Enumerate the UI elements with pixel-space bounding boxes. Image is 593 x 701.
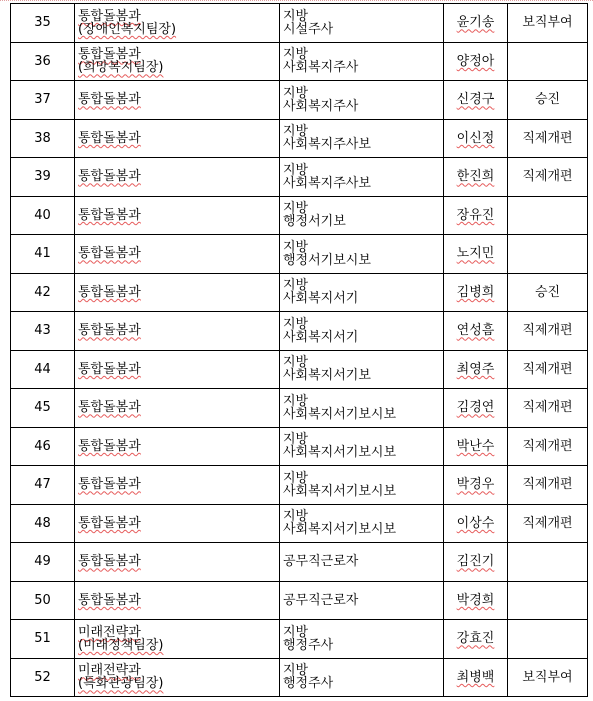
department-cell — [75, 119, 280, 158]
position-line: 지방 — [283, 432, 309, 448]
table-row — [11, 389, 588, 428]
department-line: 통합돌봄과 — [78, 438, 141, 454]
note-cell: 직제개편 — [508, 389, 588, 428]
name-cell — [444, 543, 508, 582]
position-line: 지방 — [283, 239, 309, 255]
name-cell — [444, 119, 508, 158]
note-cell: 보직부여 — [508, 4, 588, 43]
note-cell: 직제개편 — [508, 466, 588, 505]
name-cell — [444, 235, 508, 274]
person-name: 이상수 — [456, 515, 495, 531]
person-name: 연성흠 — [456, 323, 495, 339]
position-line: 공무직근로자 — [283, 554, 359, 570]
department-cell — [75, 658, 280, 697]
table-row — [11, 273, 588, 312]
row-number-cell: 47 — [11, 466, 75, 505]
position-line: 사회복지서기 — [283, 291, 359, 307]
table-row — [11, 312, 588, 351]
note-cell — [508, 543, 588, 582]
table-row — [11, 466, 588, 505]
name-cell — [444, 350, 508, 389]
table-row — [11, 158, 588, 197]
department-cell — [75, 235, 280, 274]
row-number-cell: 44 — [11, 350, 75, 389]
person-name: 김경연 — [456, 400, 495, 416]
position-line: 공무직근로자 — [283, 592, 359, 608]
table-row — [11, 350, 588, 389]
person-name: 최영주 — [456, 361, 495, 377]
department-line: 통합돌봄과 — [78, 554, 141, 570]
note-cell — [508, 235, 588, 274]
row-number-cell: 41 — [11, 235, 75, 274]
table-row — [11, 42, 588, 81]
position-cell — [280, 4, 444, 43]
table-row — [11, 543, 588, 582]
department-line: (장애인복지팀장) — [78, 21, 177, 37]
note-cell: 직제개편 — [508, 312, 588, 351]
department-cell — [75, 581, 280, 620]
department-line: 통합돌봄과 — [78, 361, 141, 377]
note-cell — [508, 42, 588, 81]
table-row — [11, 504, 588, 543]
position-line: 사회복지서기보시보 — [283, 522, 397, 538]
name-cell — [444, 658, 508, 697]
department-line: 통합돌봄과 — [78, 592, 141, 608]
position-cell — [280, 543, 444, 582]
name-cell — [444, 42, 508, 81]
name-cell — [444, 312, 508, 351]
department-cell — [75, 312, 280, 351]
department-cell — [75, 350, 280, 389]
row-number-cell: 51 — [11, 620, 75, 659]
note-cell: 직제개편 — [508, 350, 588, 389]
name-cell — [444, 504, 508, 543]
personnel-table-body — [11, 4, 588, 697]
position-line: 시설주사 — [283, 21, 334, 37]
person-name: 김병희 — [456, 284, 495, 300]
position-line: 사회복지서기보 — [283, 368, 371, 384]
position-cell — [280, 504, 444, 543]
department-line: 통합돌봄과 — [78, 130, 141, 146]
table-row — [11, 620, 588, 659]
position-line: 사회복지주사보 — [283, 137, 371, 153]
position-line: 지방 — [283, 393, 309, 409]
row-number-cell: 39 — [11, 158, 75, 197]
table-row — [11, 119, 588, 158]
department-cell — [75, 81, 280, 120]
department-line: 통합돌봄과 — [78, 92, 141, 108]
person-name: 장유진 — [456, 207, 495, 223]
department-line: 통합돌봄과 — [78, 477, 141, 493]
position-line: 지방 — [283, 624, 309, 640]
row-number-cell: 43 — [11, 312, 75, 351]
department-line: 통합돌봄과 — [78, 47, 141, 63]
note-cell: 직제개편 — [508, 504, 588, 543]
table-row — [11, 81, 588, 120]
name-cell — [444, 389, 508, 428]
table-row — [11, 658, 588, 697]
department-line: 통합돌봄과 — [78, 169, 141, 185]
name-cell — [444, 81, 508, 120]
position-cell — [280, 658, 444, 697]
position-line: 지방 — [283, 162, 309, 178]
department-line: 통합돌봄과 — [78, 323, 141, 339]
row-number-cell: 36 — [11, 42, 75, 81]
name-cell — [444, 273, 508, 312]
position-cell — [280, 119, 444, 158]
department-cell — [75, 504, 280, 543]
person-name: 양정아 — [456, 53, 495, 69]
row-number-cell: 35 — [11, 4, 75, 43]
person-name: 신경구 — [456, 92, 495, 108]
row-number-cell: 48 — [11, 504, 75, 543]
department-line: 통합돌봄과 — [78, 515, 141, 531]
department-cell — [75, 389, 280, 428]
person-name: 김진기 — [456, 554, 495, 570]
note-cell: 직제개편 — [508, 427, 588, 466]
department-line: 통합돌봄과 — [78, 400, 141, 416]
position-cell — [280, 196, 444, 235]
row-number-cell: 38 — [11, 119, 75, 158]
position-cell — [280, 42, 444, 81]
row-number-cell: 40 — [11, 196, 75, 235]
table-row — [11, 427, 588, 466]
position-line: 지방 — [283, 124, 309, 140]
position-line: 지방 — [283, 47, 309, 63]
name-cell — [444, 4, 508, 43]
note-cell: 직제개편 — [508, 119, 588, 158]
position-cell — [280, 235, 444, 274]
row-number-cell: 37 — [11, 81, 75, 120]
row-number-cell: 45 — [11, 389, 75, 428]
note-cell: 직제개편 — [508, 158, 588, 197]
position-line: 지방 — [283, 8, 309, 24]
department-cell — [75, 196, 280, 235]
position-cell — [280, 581, 444, 620]
position-line: 사회복지주사 — [283, 60, 359, 76]
department-line: (미래정책팀장) — [78, 637, 164, 653]
position-line: 행정서기보 — [283, 214, 346, 230]
name-cell — [444, 466, 508, 505]
table-row — [11, 196, 588, 235]
position-cell — [280, 158, 444, 197]
department-cell — [75, 427, 280, 466]
department-line: 미래전략과 — [78, 663, 141, 679]
person-name: 노지민 — [456, 246, 495, 262]
table-row — [11, 581, 588, 620]
page-top-dotted-line — [0, 0, 593, 1]
position-cell — [280, 620, 444, 659]
row-number-cell: 52 — [11, 658, 75, 697]
department-cell — [75, 273, 280, 312]
position-line: 사회복지서기보시보 — [283, 406, 397, 422]
table-row — [11, 4, 588, 43]
position-line: 행정주사 — [283, 637, 334, 653]
position-line: 사회복지서기보시보 — [283, 445, 397, 461]
department-cell — [75, 42, 280, 81]
name-cell — [444, 427, 508, 466]
position-cell — [280, 312, 444, 351]
position-line: 사회복지서기 — [283, 329, 359, 345]
position-line: 지방 — [283, 201, 309, 217]
name-cell — [444, 196, 508, 235]
position-line: 지방 — [283, 355, 309, 371]
department-line: (희망복지팀장) — [78, 60, 164, 76]
position-cell — [280, 273, 444, 312]
department-line: (특화관광팀장) — [78, 676, 164, 692]
row-number-cell: 46 — [11, 427, 75, 466]
note-cell: 승진 — [508, 273, 588, 312]
position-line: 지방 — [283, 663, 309, 679]
department-cell — [75, 543, 280, 582]
position-cell — [280, 350, 444, 389]
department-cell — [75, 158, 280, 197]
position-line: 사회복지서기보시보 — [283, 483, 397, 499]
note-cell: 보직부여 — [508, 658, 588, 697]
person-name: 한진희 — [456, 169, 495, 185]
position-cell — [280, 389, 444, 428]
position-cell — [280, 466, 444, 505]
position-line: 행정서기보시보 — [283, 252, 371, 268]
department-cell — [75, 620, 280, 659]
person-name: 최병백 — [456, 669, 495, 685]
department-line: 통합돌봄과 — [78, 207, 141, 223]
name-cell — [444, 581, 508, 620]
position-line: 행정주사 — [283, 676, 334, 692]
person-name: 박경우 — [456, 477, 495, 493]
note-cell: 승진 — [508, 81, 588, 120]
position-cell — [280, 427, 444, 466]
department-line: 통합돌봄과 — [78, 246, 141, 262]
position-line: 사회복지주사 — [283, 98, 359, 114]
department-line: 미래전략과 — [78, 624, 141, 640]
position-line: 지방 — [283, 509, 309, 525]
note-cell — [508, 581, 588, 620]
position-line: 사회복지주사보 — [283, 175, 371, 191]
department-cell — [75, 4, 280, 43]
position-line: 지방 — [283, 470, 309, 486]
row-number-cell: 42 — [11, 273, 75, 312]
department-cell — [75, 466, 280, 505]
person-name: 이신정 — [456, 130, 495, 146]
person-name: 강효진 — [456, 631, 495, 647]
department-line: 통합돌봄과 — [78, 284, 141, 300]
table-row — [11, 235, 588, 274]
position-line: 지방 — [283, 316, 309, 332]
note-cell — [508, 620, 588, 659]
personnel-table — [10, 3, 588, 697]
row-number-cell: 50 — [11, 581, 75, 620]
name-cell — [444, 620, 508, 659]
position-line: 지방 — [283, 85, 309, 101]
row-number-cell: 49 — [11, 543, 75, 582]
position-cell — [280, 81, 444, 120]
person-name: 윤기송 — [456, 15, 495, 31]
note-cell — [508, 196, 588, 235]
person-name: 박난수 — [456, 438, 495, 454]
department-line: 통합돌봄과 — [78, 8, 141, 24]
name-cell — [444, 158, 508, 197]
person-name: 박경희 — [456, 592, 495, 608]
position-line: 지방 — [283, 278, 309, 294]
